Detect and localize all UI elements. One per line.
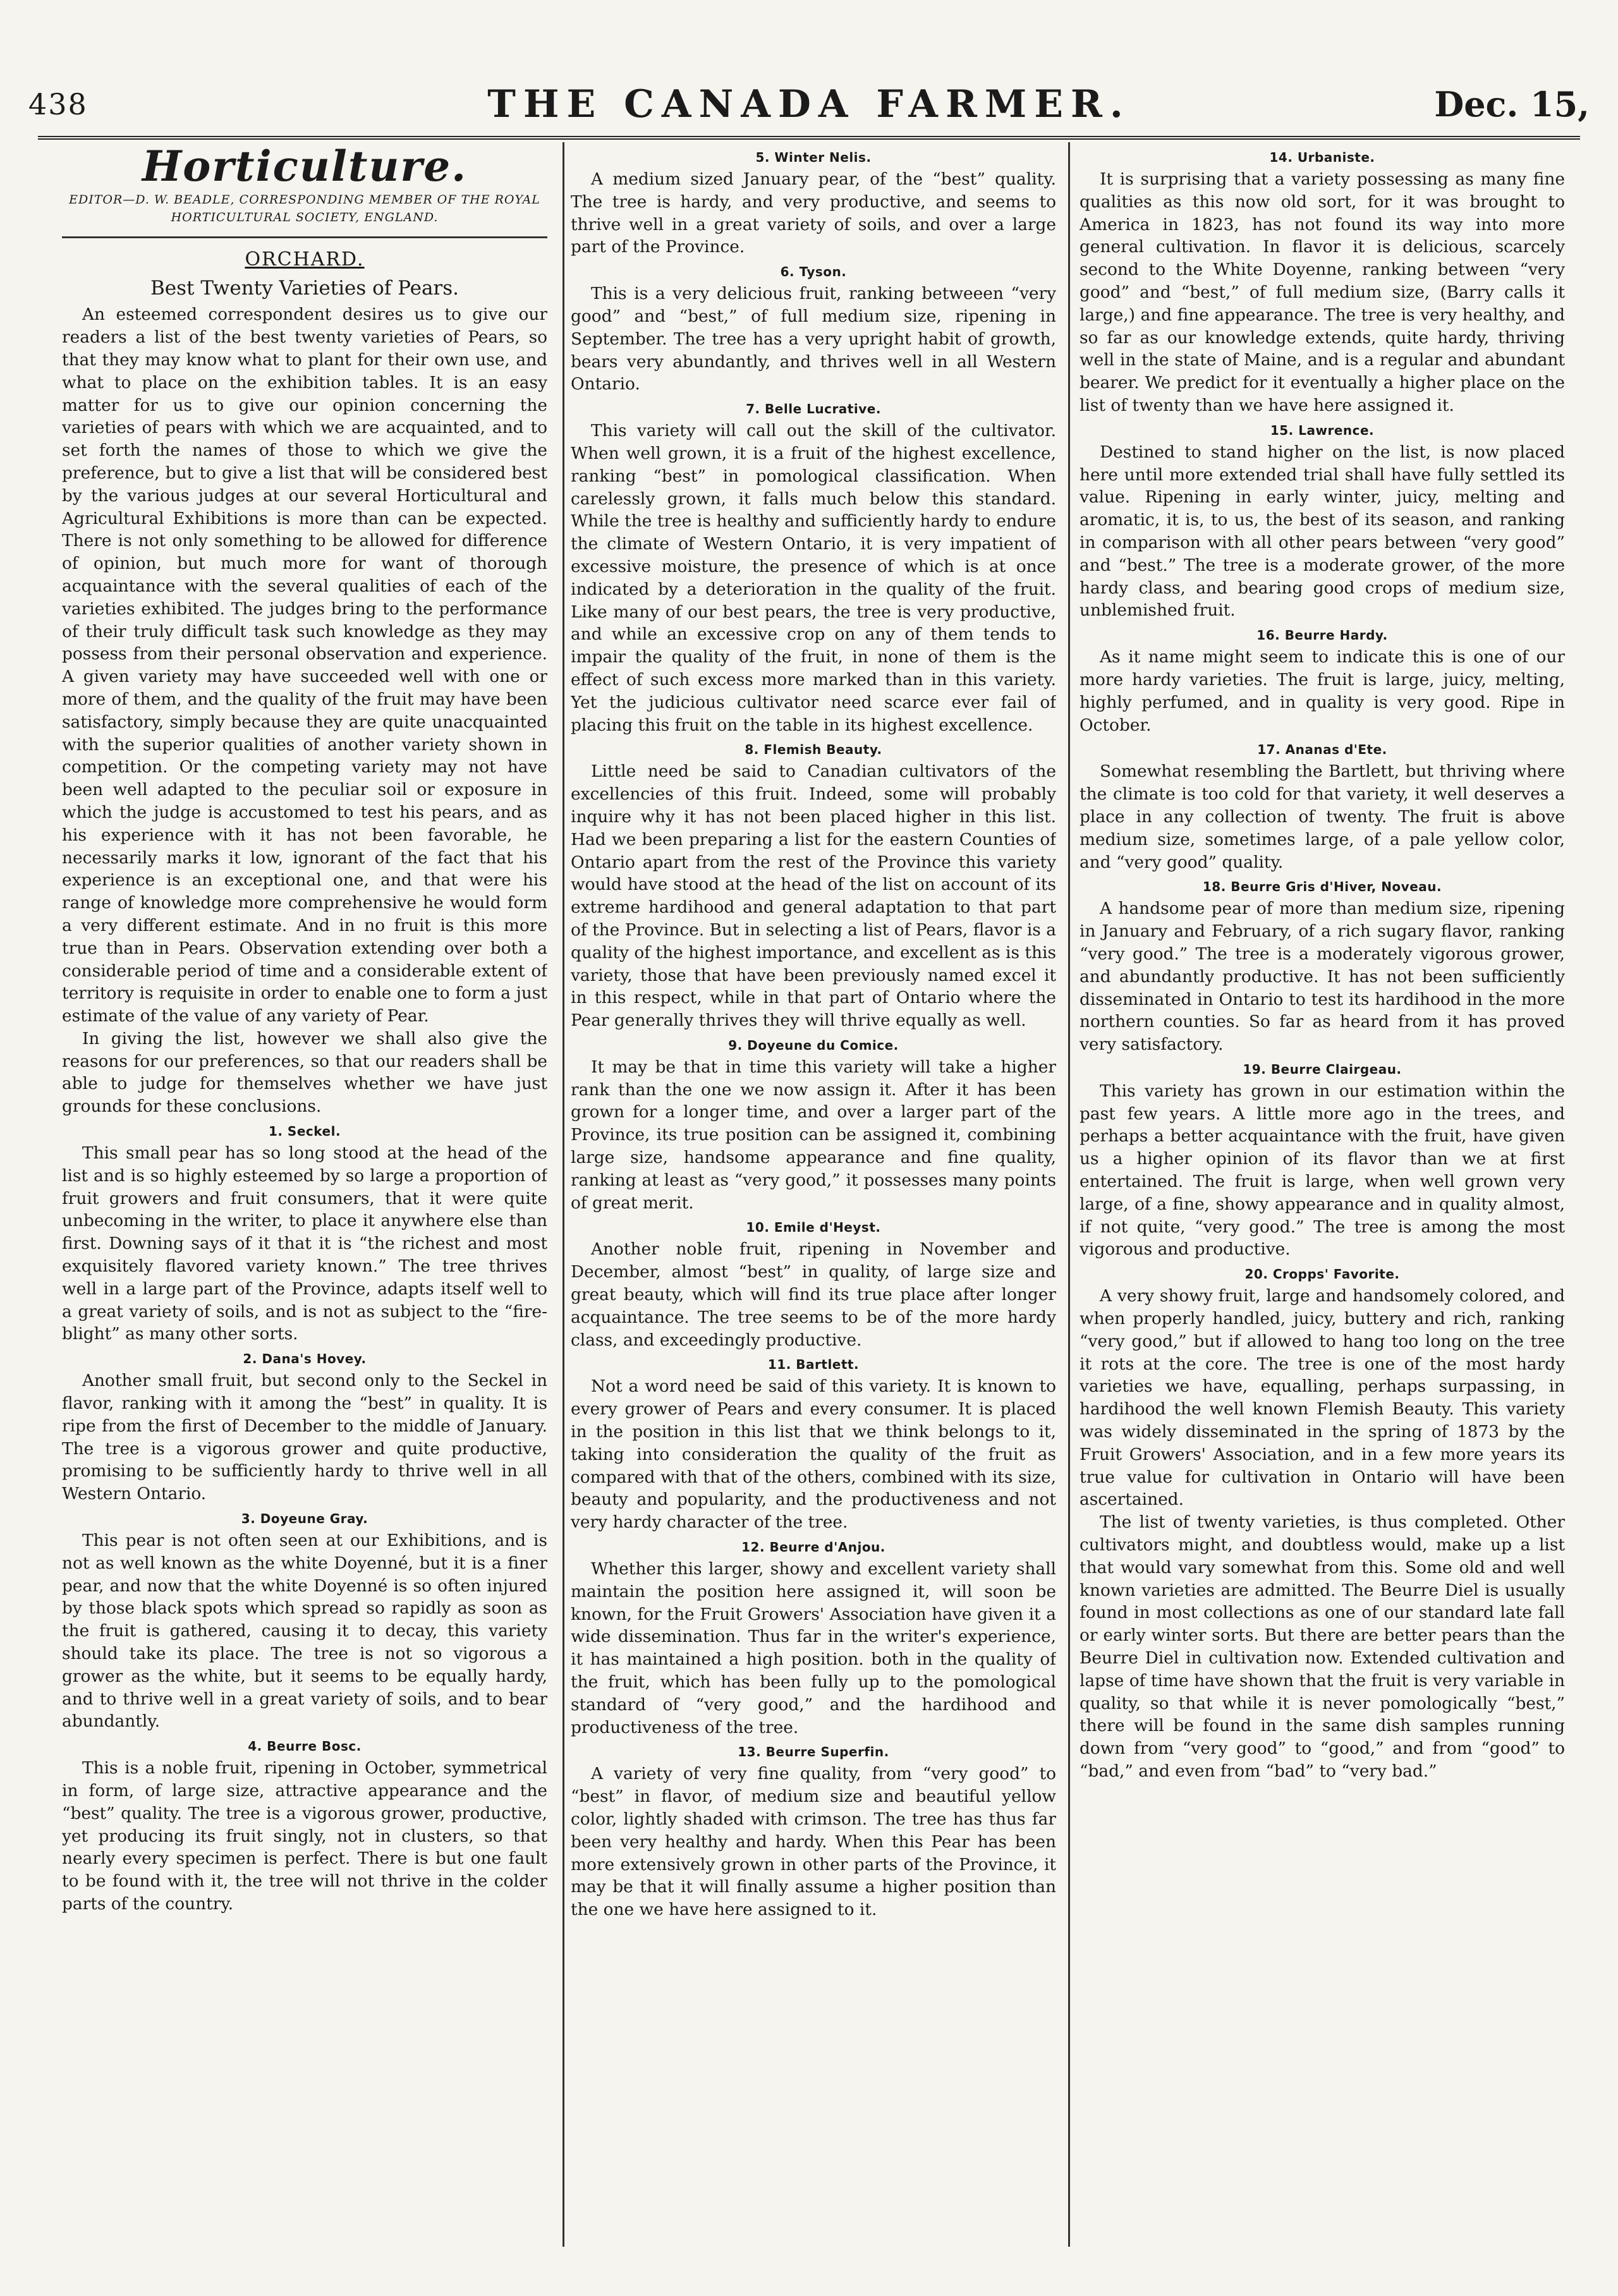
variety-heading: 8. Flemish Beauty.	[745, 742, 882, 758]
variety-heading: 20. Cropps' Favorite.	[1244, 1266, 1400, 1282]
variety-description: Another noble fruit, ripening in November and December, almost “best” in quality, of large size and great beauty, which will find its true place after longer acquaintance. The tree seems to be of the more hardy class, and exceedingly productive.	[571, 1239, 1056, 1350]
column-2	[571, 144, 1056, 2249]
variety-heading: 16. Beurre Hardy.	[1256, 628, 1388, 643]
page-header	[28, 76, 1590, 133]
header-rule	[38, 136, 1580, 140]
variety-heading: 3. Doyeune Gray.	[241, 1511, 368, 1527]
variety-heading: 13. Beurre Superfin.	[738, 1744, 889, 1760]
editor-line: EDITOR—D. W. BEADLE, CORRESPONDING MEMBER OF THE ROYAL HORTICULTURAL SOCIETY, ENGLAND.	[69, 192, 540, 224]
variety-description: Not a word need be said of this variety. It is known to every grower of Pears and every consumer. It is placed in the position in this list that we think belongs to it, taking into consideration the quality of the fruit as compared with that of the others, combined with its size, beauty and popularity, and the productiveness and not very hardy character of the tree.	[571, 1376, 1056, 1533]
column-1	[62, 144, 547, 2249]
variety-description: Destined to stand higher on the list, is now placed here until more extended trial shall have fully settled its value. Ripening in early winter, juicy, melting and aromatic, it is, to us, the best of its season, and ranking in comparison with all other pears between “very good” and “best.” The tree is a moderate grower, of the more hardy class, and bearing good crops of medium size, unblemished fruit.	[1080, 442, 1565, 621]
variety-description: Another small fruit, but second only to the Seckel in flavor, ranking with it among the “best” in quality. It is ripe from the first of December to the middle of January. The tree is a vigorous grower and quite productive, promising to be sufficiently hardy to thrive well in all Western Ontario.	[62, 1371, 547, 1504]
page-number: 438	[28, 87, 88, 121]
variety-heading: 17. Ananas d'Ete.	[1257, 742, 1387, 758]
variety-description: It is surprising that a variety possessing as many fine qualities as this now old sort, for it was brought to America in 1823, has not found its way into more general cultivation. In flavor it is delicious, scarcely second to the White Doyenne, ranking between “very good” and “best,” of full medium size, (Barry calls it large,) and fine appearance. The tree is very healthy, and so far as our knowledge extends, quite hardy, thriving well in the state of Maine, and is a regular and abundant bearer. We predict for it eventually a higher place on the list of twenty than we have here assigned it.	[1080, 169, 1565, 415]
variety-heading: 7. Belle Lucrative.	[746, 401, 881, 417]
variety-description: This is a noble fruit, ripening in October, symmetrical in form, of large size, attractive appearance and the “best” quality. The tree is a vigorous grower, productive, yet producing its fruit singly, not in clusters, so that nearly every specimen is perfect. There is but one fault to be found with it, the tree will not thrive in the colder parts of the country.	[62, 1758, 547, 1914]
variety-heading: 14. Urbaniste.	[1269, 150, 1375, 165]
variety-heading: 19. Beurre Clairgeau.	[1243, 1061, 1402, 1077]
variety-description: As it name might seem to indicate this is one of our more hardy varieties. The fruit is large, juicy, melting, highly perfumed, and in quality is very good. Ripe in October.	[1080, 647, 1565, 735]
variety-description: Little need be said to Canadian cultivators of the excellencies of this fruit. Indeed, some will probably inquire why it has not been placed higher in this list. Had we been preparing a list for the eastern Counties of Ontario apart from the rest of the Province this variety would have stood at the head of the list on account of its extreme hardihood and general adaptation to that part of the Province. But in selecting a list of Pears, flavor is a quality of the highest importance, and excellent as is this variety, those that have been previously named excel it in this respect, while in that part of Ontario where the Pear generally thrives they will thrive equally as well.	[571, 762, 1056, 1031]
column-rule	[563, 142, 564, 2247]
variety-description: It may be that in time this variety will take a higher rank than the one we now assign it. After it has been grown for a longer time, and over a larger part of the Province, its true position can be assigned it, combining large size, handsome appearance and fine quality, ranking at least as “very good,” it possesses many points of great merit.	[571, 1057, 1056, 1213]
variety-heading: 18. Beurre Gris d'Hiver, Noveau.	[1202, 879, 1442, 895]
intro-paragraph: In giving the list, however we shall also give the reasons for our preferences, so that our readers shall be able to judge for themselves whether we have just grounds for these conclusions.	[62, 1028, 547, 1117]
variety-heading: 12. Beurre d'Anjou.	[741, 1540, 885, 1555]
article-title: Best Twenty Varieties of Pears.	[150, 276, 459, 300]
variety-description: Whether this larger, showy and excellent variety shall maintain the position here assigned it, will soon be known, for the Fruit Growers' Association have given it a wide dissemination. Thus far in the writer's experience, it has maintained a high position. both in the quality of the fruit, which has been fully up to the pomological standard of “very good,” and the hardihood and productiveness of the tree.	[571, 1559, 1056, 1737]
column-3	[1080, 144, 1565, 2249]
variety-description: Somewhat resembling the Bartlett, but thriving where the climate is too cold for that variety, it well deserves a place in any collection of twenty. The fruit is above medium size, sometimes large, of a pale yellow color, and “very good” quality.	[1080, 762, 1565, 872]
variety-heading: 15. Lawrence.	[1270, 422, 1375, 438]
section-heading: ORCHARD.	[245, 248, 365, 270]
variety-heading: 2. Dana's Hovey.	[243, 1351, 367, 1367]
variety-description: This pear is not often seen at our Exhibitions, and is not as well known as the white Doyenné, but it is a finer pear, and now that the white Doyenné is so often injured by those black spots which spread so rapidly as soon as the fruit is gathered, causing it to decay, this variety should take its place. The tree is not so vigorous a grower as the white, but it seems to be equally hardy, and to thrive well in a great variety of soils, and to bear abundantly.	[62, 1531, 547, 1732]
variety-description: This small pear has so long stood at the head of the list and is so highly esteemed by so large a proportion of fruit growers and fruit consumers, that it were quite unbecoming in the writer, to place it anywhere else than first. Downing says of it that it is “the richest and most exquisitely flavored variety known.” The tree thrives well in a large part of the Province, adapts itself well to a great variety of soils, and is not as subject to the “fire-blight” as many other sorts.	[62, 1143, 547, 1344]
divider	[62, 236, 547, 238]
variety-heading: 10. Emile d'Heyst.	[746, 1220, 881, 1236]
department-title: Horticulture.	[142, 144, 468, 191]
issue-date: Dec. 15,	[1434, 84, 1590, 125]
variety-description: This is a very delicious fruit, ranking betweeen “very good” and “best,” of full medium size, ripening in September. The tree has a very upright habit of growth, bears very abundantly, and thrives well in all Western Ontario.	[571, 284, 1056, 394]
variety-description: This variety will call out the skill of the cultivator. When well grown, it is a fruit of the highest excellence, ranking “best” in pomological classification. When carelessly grown, it falls much below this standard. While the tree is healthy and sufficiently hardy to endure the climate of Western Ontario, it is very impatient of excessive moisture, the presence of which is at once indicated by a deterioration in the quality of the fruit. Like many of our best pears, the tree is very productive, and while an excessive crop on any of them tends to impair the quality of the fruit, in none of them is the effect of such excess more marked than in this variety. Yet the judicious cultivator need scarce ever fail of placing this fruit on the table in its highest excellence.	[571, 421, 1056, 735]
masthead: THE CANADA FARMER.	[487, 82, 1131, 126]
variety-description: A medium sized January pear, of the “best” quality. The tree is hardy, and very productive, and seems to thrive well in a great variety of soils, and over a large part of the Province.	[571, 169, 1056, 257]
variety-heading: 5. Winter Nelis.	[755, 150, 872, 165]
variety-description: A variety of very fine quality, from “very good” to “best” in flavor, of medium size and beautiful yellow color, lightly shaded with crimson. The tree has thus far been very healthy and hardy. When this Pear has been more extensively grown in other parts of the Province, it may be that it will finally assume a higher position than the one we have here assigned to it.	[571, 1764, 1056, 1920]
column-rule	[1068, 142, 1070, 2247]
conclusion-paragraph: The list of twenty varieties, is thus completed. Other cultivators might, and doubtless would, make up a list that would vary somewhat from this. Some old and well known varieties are admitted. The Beurre Diel is usually found in most collections as one of our standard late fall or early winter sorts. But there are better pears than the Beurre Diel in cultivation now. Extended cultivation and lapse of time have shown that the fruit is very variable in quality, so that while it is never pomologically “best,” there will be found in the same dish samples running down from “very good” to “good,” and from “good” to “bad,” and even from “bad” to “very bad.”	[1080, 1512, 1565, 1781]
variety-heading: 6. Tyson.	[780, 264, 847, 280]
variety-heading: 11. Bartlett.	[767, 1357, 860, 1373]
variety-heading: 9. Doyeune du Comice.	[728, 1037, 899, 1053]
variety-description: A handsome pear of more than medium size, ripening in January and February, of a rich sugary flavor, ranking “very good.” The tree is a moderately vigorous grower, and abundantly productive. It has not been sufficiently disseminated in Ontario to test its hardihood in the more northern counties. So far as heard from it has proved very satisfactory.	[1080, 899, 1565, 1055]
variety-description: A very showy fruit, large and handsomely colored, and when properly handled, juicy, buttery and rich, ranking “very good,” but if allowed to hang too long on the tree it rots at the core. The tree is one of the most hardy varieties we have, equalling, perhaps surpassing, in hardihood the well known Flemish Beauty. This variety was widely disseminated in the spring of 1873 by the Fruit Growers' Association, and in a few more years its true value for cultivation in Ontario will have been ascertained.	[1080, 1286, 1565, 1510]
variety-heading: 4. Beurre Bosc.	[248, 1739, 362, 1754]
variety-heading: 1. Seckel.	[268, 1124, 341, 1139]
intro-paragraph: An esteemed correspondent desires us to give our readers a list of the best twenty varieties of Pears, so that they may know what to plant for their own use, and what to place on the exhibition tables. It is an easy matter for us to give our opinion concerning the varieties of pears with which we are acquainted, and to set forth the names of those to which we give the preference, but to give a list that will be considered best by the various judges at our several Horticultural and Agricultural Exhibitions is more than can be expected. There is not only something to be allowed for difference of opinion, but much more for want of thorough acquaintance with the several qualities of each of the varieties exhibited. The judges bring to the performance of their truly difficult task such knowledge as they may possess from their personal observation and experience. A given variety may have succeeded well with one or more of them, and the quality of the fruit may have been satisfactory, simply because they are quite unacquainted with the superior qualities of another variety shown in competition. Or the competing variety may not have been well adapted to the peculiar soil or exposure in which the judge is accustomed to test his pears, and as his experience with it has not been favorable, he necessarily marks it low, ignorant of the fact that his experience is an exceptional one, and that were his range of knowledge more comprehensive he would form a very different estimate. And in no fruit is this more true than in Pears. Observation extending over both a considerable period of time and a considerable extent of territory is requisite in order to enable one to form a just estimate of the value of any variety of Pear.	[62, 305, 547, 1026]
variety-description: This variety has grown in our estimation within the past few years. A little more ago in the trees, and perhaps a better acquaintance with the fruit, have given us a higher opinion of its flavor than we at first entertained. The fruit is large, when well grown very large, of a fine, showy appearance and in quality almost, if not quite, “very good.” The tree is among the most vigorous and productive.	[1080, 1081, 1565, 1260]
